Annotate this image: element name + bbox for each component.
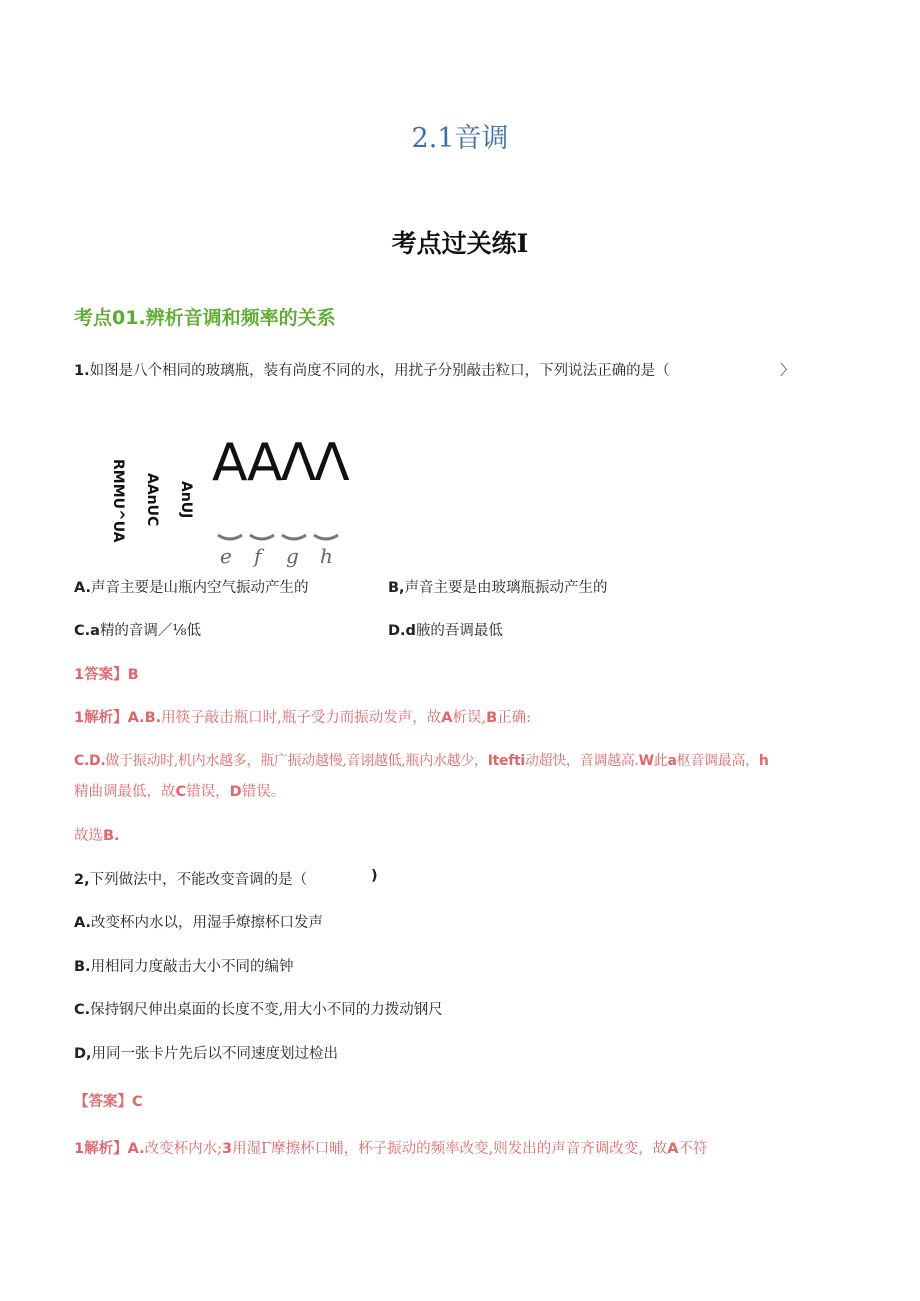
analysis-text: B. <box>103 828 120 844</box>
answer-1: 1答案】B <box>74 667 139 683</box>
option-text: 用同一张卡片先后以不同速度划过检出 <box>91 1046 339 1062</box>
question-stem: 下列做法中，不能改变音调的是（ <box>89 872 308 888</box>
option-label: D, <box>74 1046 92 1062</box>
figure-label-3: AnUJ <box>178 481 194 519</box>
figure-bottle-tops: AAΛΛ <box>212 433 348 493</box>
q2-option-c <box>74 998 443 1019</box>
option-a <box>74 576 309 597</box>
analysis-text: A <box>441 710 453 726</box>
q2-option-a <box>74 911 323 932</box>
question-2 <box>74 868 307 889</box>
option-text: 腋的吾调最低 <box>415 623 503 639</box>
analysis-text: 用湿Γ摩擦杯口晡，杯子振动的频率改变,则发出的声音齐调改变，故 <box>232 1141 668 1157</box>
analysis-2-line-1 <box>74 1137 707 1158</box>
figure-label-2: AAnUC <box>144 473 160 527</box>
option-label: C.a <box>74 623 100 639</box>
analysis-text: 正确: <box>497 710 532 726</box>
analysis-text: D <box>229 784 242 800</box>
option-label: B. <box>74 959 91 975</box>
analysis-text: 精曲调最低，故 <box>74 784 176 800</box>
page-subtitle: 考点过关练I <box>391 229 529 258</box>
question-close-bracket: ) <box>371 868 378 884</box>
analysis-label: 1解析】A. <box>74 1141 145 1157</box>
analysis-text: a <box>667 753 677 769</box>
analysis-text: B <box>486 710 498 726</box>
bottle-label-e: e <box>220 544 232 568</box>
option-label: C. <box>74 1002 91 1018</box>
bottles-figure <box>108 425 378 570</box>
analysis-text: 3 <box>221 1141 233 1157</box>
option-b <box>388 576 608 597</box>
answer-2: 【答案】C <box>74 1094 143 1110</box>
option-c <box>74 619 201 640</box>
figure-label-1: RMMU^UA <box>110 459 126 543</box>
option-text: 改变杯内水以，用湿手燎擦杯口发声 <box>91 915 323 931</box>
analysis-text: 故选 <box>74 828 103 844</box>
question-close-bracket: 〉 <box>780 363 795 379</box>
bottle-bases-icon <box>212 529 352 569</box>
bottle-label-g: g <box>286 544 299 568</box>
analysis-1-line-3 <box>74 780 285 801</box>
question-number: 2, <box>74 872 90 888</box>
option-text: 声音主要是由玻璃瓶振动产生的 <box>404 580 608 596</box>
analysis-1-choice <box>74 824 120 845</box>
analysis-text: 析误, <box>452 710 487 726</box>
analysis-text: 做于振动时,机内水越多，瓶广振动越慢,音诩越低,瓶内水越少， <box>105 753 488 769</box>
analysis-text: 错误， <box>186 784 230 800</box>
page-title: 2.1音调 <box>411 123 509 154</box>
analysis-text: W <box>638 753 654 769</box>
analysis-text: h <box>758 753 769 769</box>
analysis-text: 改变杯内水; <box>144 1141 222 1157</box>
option-text: 声音主要是山瓶内空气振动产生的 <box>91 580 309 596</box>
option-d <box>388 619 503 640</box>
analysis-text: 此 <box>653 753 668 769</box>
analysis-text: Itefti <box>487 753 525 769</box>
analysis-label: 1解析】A.B. <box>74 710 162 726</box>
analysis-1-line-1 <box>74 706 531 727</box>
question-1 <box>74 359 670 380</box>
question-number: 1. <box>74 363 90 379</box>
option-label: B, <box>388 580 405 596</box>
option-text: 保持钢尺伸出桌面的长度不变,用大小不同的力拨动钢尺 <box>90 1002 443 1018</box>
section-heading: 考点01.辨析音调和频率的关系 <box>74 307 336 329</box>
bottle-label-h: h <box>320 544 333 568</box>
analysis-text: C.D. <box>74 753 106 769</box>
bottle-label-f: f <box>254 544 262 568</box>
analysis-1-line-2 <box>74 750 769 770</box>
option-text: 用相同力度敲击大小不同的编钟 <box>90 959 294 975</box>
option-label: D.d <box>388 623 416 639</box>
q2-option-b <box>74 955 294 976</box>
option-label: A. <box>74 580 91 596</box>
option-text: 精的音调／⅛低 <box>99 623 201 639</box>
question-stem: 如图是八个相同的玻璃瓶，装有尚度不同的水，用扰子分别敲击粒口，下列说法正确的是（ <box>89 363 670 379</box>
option-label: A. <box>74 915 91 931</box>
analysis-text: 动超快，音调越高. <box>524 753 639 769</box>
analysis-text: 不符 <box>678 1141 708 1157</box>
analysis-text: 用筷子敲击瓶口时,瓶子受力而振动发声，故 <box>161 710 442 726</box>
analysis-text: 错误。 <box>241 784 286 800</box>
analysis-text: 枢音调最高， <box>676 753 759 769</box>
q2-option-d <box>74 1042 338 1063</box>
analysis-text: A <box>667 1141 679 1157</box>
analysis-text: C <box>175 784 187 800</box>
